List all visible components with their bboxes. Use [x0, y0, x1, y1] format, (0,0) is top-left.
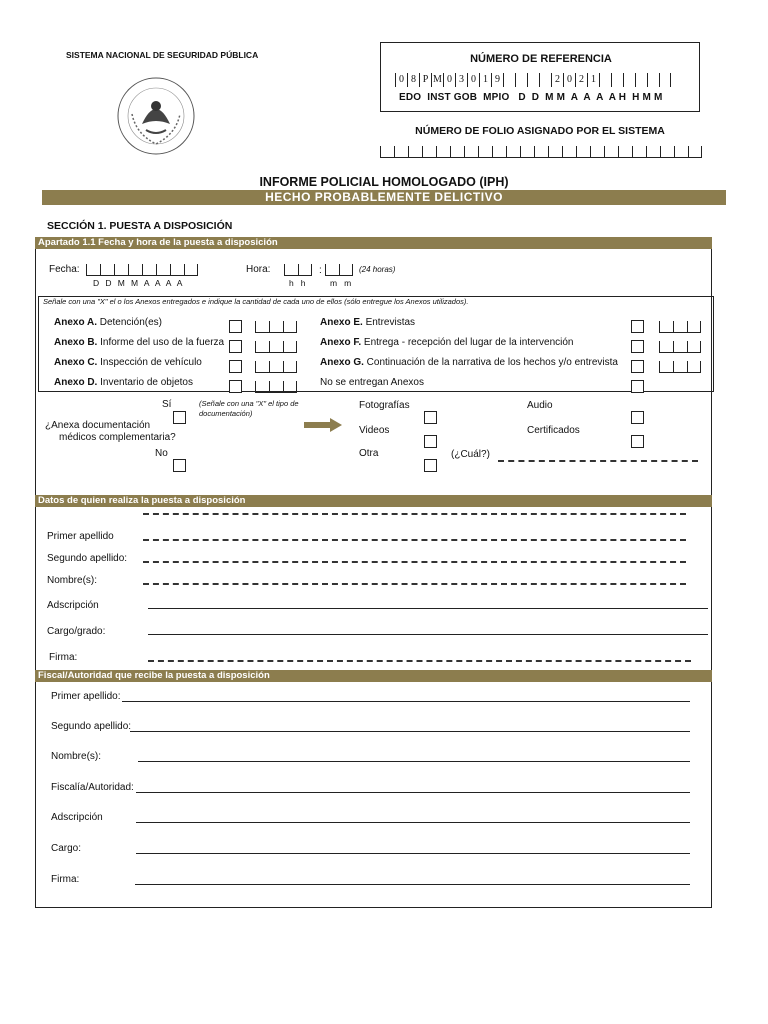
reference-digit[interactable]: [659, 73, 671, 87]
hora-label: Hora:: [246, 264, 271, 275]
annex-key: Anexo G.: [320, 357, 364, 368]
folio-cell[interactable]: [604, 146, 618, 158]
annex-checkbox[interactable]: [229, 380, 242, 393]
folio-cell[interactable]: [464, 146, 478, 158]
docs-cual-field[interactable]: [498, 460, 698, 462]
entrega-field-label: Segundo apellido:: [47, 553, 128, 564]
annex-instruction: Señale con una "X" el o los Anexos entregados e indique la cantidad de cada uno de ellos (sólo entregue los Anexos utilizados).: [43, 297, 469, 306]
entrega-field-line[interactable]: [143, 561, 686, 563]
annex-right-item: [320, 377, 424, 388]
minuto-cell[interactable]: [339, 264, 353, 276]
recibe-field-label: Adscripción: [51, 812, 103, 823]
quantity-cell[interactable]: [283, 361, 297, 373]
quantity-cell[interactable]: [269, 341, 283, 353]
annex-left-item: [54, 377, 193, 388]
quantity-cell[interactable]: [255, 321, 269, 333]
quantity-cell[interactable]: [283, 341, 297, 353]
national-seal-icon: [112, 74, 200, 158]
annex-checkbox[interactable]: [229, 360, 242, 373]
annex-quantity-field[interactable]: [659, 339, 701, 353]
annex-quantity-field[interactable]: [659, 319, 701, 333]
quantity-cell[interactable]: [687, 321, 701, 333]
minutos-field[interactable]: [325, 264, 353, 276]
folio-cell[interactable]: [590, 146, 604, 158]
reference-digit[interactable]: 9: [491, 73, 503, 87]
folio-cell[interactable]: [492, 146, 506, 158]
reference-digit[interactable]: [503, 73, 515, 87]
annex-left-item: [54, 357, 202, 368]
annex-checkbox[interactable]: [229, 340, 242, 353]
minuto-cell[interactable]: [325, 264, 339, 276]
entrega-field-label: Cargo/grado:: [47, 626, 106, 637]
recibe-field-line[interactable]: [138, 761, 690, 762]
reference-digit[interactable]: [611, 73, 623, 87]
docs-videos-label: Videos: [359, 425, 390, 436]
annex-text: Detención(es): [96, 317, 162, 328]
docs-videos-checkbox[interactable]: [424, 435, 437, 448]
quantity-cell[interactable]: [687, 341, 701, 353]
docs-otra-checkbox[interactable]: [424, 459, 437, 472]
annex-checkbox[interactable]: [631, 380, 644, 393]
annex-text: Inspección de vehículo: [97, 357, 202, 368]
annex-quantity-field[interactable]: [255, 379, 297, 393]
annex-left-item: [54, 317, 162, 328]
recibe-field-label: Fiscalía/Autoridad:: [51, 782, 134, 793]
folio-cell[interactable]: [618, 146, 632, 158]
annex-quantity-field[interactable]: [255, 359, 297, 373]
entrega-field-label: Adscripción: [47, 600, 99, 611]
folio-cell[interactable]: [380, 146, 394, 158]
annex-text: Entrega - recepción del lugar de la intervención: [361, 337, 574, 348]
entrega-field-label: Firma:: [49, 652, 78, 663]
reference-digit[interactable]: 2: [551, 73, 563, 87]
quantity-cell[interactable]: [269, 321, 283, 333]
fecha-label: Fecha:: [49, 264, 80, 275]
hora-cell[interactable]: [284, 264, 298, 276]
docs-question-1: ¿Anexa documentación: [45, 420, 151, 431]
quantity-cell[interactable]: [269, 381, 283, 393]
reference-digit[interactable]: [647, 73, 659, 87]
entrega-field-label: Primer apellido: [47, 531, 114, 542]
folio-cell[interactable]: [478, 146, 492, 158]
reference-digit[interactable]: 0: [395, 73, 407, 87]
folio-cell[interactable]: [534, 146, 548, 158]
quantity-cell[interactable]: [673, 321, 687, 333]
entrega-field-line[interactable]: [143, 583, 686, 585]
quantity-cell[interactable]: [255, 361, 269, 373]
reference-digit[interactable]: P: [419, 73, 431, 87]
reference-digit[interactable]: [635, 73, 647, 87]
folio-cell[interactable]: [506, 146, 520, 158]
folio-cell[interactable]: [674, 146, 688, 158]
annex-text: Continuación de la narrativa de los hechos y/o entrevista: [363, 357, 618, 368]
docs-fotografias-label: Fotografías: [359, 400, 410, 411]
folio-cell[interactable]: [422, 146, 436, 158]
reference-digit[interactable]: [623, 73, 635, 87]
folio-cell[interactable]: [646, 146, 660, 158]
reference-digit[interactable]: 1: [587, 73, 599, 87]
hora-format: h h: [289, 278, 306, 288]
recibe-field-line[interactable]: [136, 792, 690, 793]
quantity-cell[interactable]: [673, 361, 687, 373]
folio-cell[interactable]: [548, 146, 562, 158]
folio-cell[interactable]: [576, 146, 590, 158]
quantity-cell[interactable]: [673, 341, 687, 353]
quantity-cell[interactable]: [255, 381, 269, 393]
annex-quantity-field[interactable]: [255, 339, 297, 353]
reference-digit[interactable]: 2: [575, 73, 587, 87]
recibe-field-label: Primer apellido:: [51, 691, 121, 702]
docs-no-checkbox[interactable]: [173, 459, 186, 472]
folio-title: NÚMERO DE FOLIO ASIGNADO POR EL SISTEMA: [415, 125, 665, 137]
reference-digit[interactable]: 0: [563, 73, 575, 87]
annex-text: Informe del uso de la fuerza: [97, 337, 225, 348]
reference-digit[interactable]: [599, 73, 611, 87]
docs-otra-label: Otra: [359, 448, 379, 459]
docs-audio-label: Audio: [527, 400, 553, 411]
annex-right-item: [320, 317, 415, 328]
reference-digit[interactable]: 1: [479, 73, 491, 87]
folio-cell[interactable]: [450, 146, 464, 158]
annex-right-item: [320, 357, 618, 368]
docs-cual-label: (¿Cuál?): [451, 449, 490, 460]
recibe-bar: Fiscal/Autoridad que recibe la puesta a disposición: [35, 670, 712, 682]
reference-digit[interactable]: [515, 73, 527, 87]
reference-digit[interactable]: [539, 73, 551, 87]
fecha-cell[interactable]: [142, 264, 156, 276]
min-format: m m: [330, 278, 352, 288]
annex-checkbox[interactable]: [631, 360, 644, 373]
docs-no-label: No: [155, 448, 168, 459]
form-subtitle-bar: HECHO PROBABLEMENTE DELICTIVO: [42, 190, 726, 205]
entrega-field-line[interactable]: [148, 608, 708, 609]
folio-cell[interactable]: [394, 146, 408, 158]
quantity-cell[interactable]: [687, 361, 701, 373]
recibe-field-label: Nombre(s):: [51, 751, 102, 762]
section-title: SECCIÓN 1. PUESTA A DISPOSICIÓN: [47, 220, 233, 232]
recibe-field-label: Firma:: [51, 874, 80, 885]
docs-yes-label: Sí: [162, 399, 172, 410]
annex-text: Inventario de objetos: [97, 377, 193, 388]
arrow-right-icon: [304, 418, 342, 432]
fecha-format: D D M M A A A A: [93, 278, 183, 288]
reference-digits[interactable]: [395, 73, 671, 87]
docs-audio-checkbox[interactable]: [631, 411, 644, 424]
entrega-top-dash: [143, 513, 686, 515]
docs-certificados-checkbox[interactable]: [631, 435, 644, 448]
form-title: INFORME POLICIAL HOMOLOGADO (IPH): [259, 175, 509, 189]
recibe-field-line[interactable]: [135, 884, 690, 885]
quantity-cell[interactable]: [283, 381, 297, 393]
annex-key: Anexo D.: [54, 377, 98, 388]
folio-number-field[interactable]: [380, 142, 702, 158]
reference-digit[interactable]: 0: [467, 73, 479, 87]
entrega-field-label: Nombre(s):: [47, 575, 98, 586]
docs-yes-note: (Señale con una "X" el tipo de documentación): [199, 399, 299, 418]
fecha-cell[interactable]: [86, 264, 100, 276]
reference-digit[interactable]: 3: [455, 73, 467, 87]
quantity-cell[interactable]: [659, 321, 673, 333]
reference-digit[interactable]: M: [431, 73, 443, 87]
apartado-bar: Apartado 1.1 Fecha y hora de la puesta a disposición: [35, 237, 712, 249]
folio-cell[interactable]: [688, 146, 702, 158]
recibe-field-label: Cargo:: [51, 843, 82, 854]
hora-cell[interactable]: [298, 264, 312, 276]
quantity-cell[interactable]: [659, 341, 673, 353]
reference-title: NÚMERO DE REFERENCIA: [470, 53, 612, 65]
docs-certificados-label: Certificados: [527, 425, 580, 436]
folio-cell[interactable]: [520, 146, 534, 158]
fecha-cell[interactable]: [128, 264, 142, 276]
org-name: SISTEMA NACIONAL DE SEGURIDAD PÚBLICA: [66, 50, 259, 60]
annex-left-item: [54, 337, 224, 348]
reference-digit[interactable]: [527, 73, 539, 87]
annex-checkbox[interactable]: [631, 340, 644, 353]
fecha-cell[interactable]: [184, 264, 198, 276]
annex-key: Anexo B.: [54, 337, 98, 348]
folio-cell[interactable]: [632, 146, 646, 158]
folio-cell[interactable]: [436, 146, 450, 158]
hora-colon: :: [319, 265, 322, 276]
reference-digit[interactable]: 8: [407, 73, 419, 87]
fecha-cell[interactable]: [100, 264, 114, 276]
entrega-field-line[interactable]: [148, 634, 708, 635]
fecha-cell[interactable]: [156, 264, 170, 276]
folio-cell[interactable]: [408, 146, 422, 158]
entrega-bar: Datos de quien realiza la puesta a disposición: [35, 495, 712, 507]
annex-text: No se entregan Anexos: [320, 377, 424, 388]
entrega-field-line[interactable]: [148, 660, 691, 662]
annex-right-item: [320, 337, 573, 348]
annex-key: Anexo F.: [320, 337, 362, 348]
quantity-cell[interactable]: [659, 361, 673, 373]
reference-number-box: [380, 42, 700, 112]
quantity-cell[interactable]: [283, 321, 297, 333]
hora-field[interactable]: [284, 264, 312, 276]
fecha-cell[interactable]: [170, 264, 184, 276]
annex-key: Anexo A.: [54, 317, 97, 328]
reference-codes: EDO INST GOB MPIO D D M M A A A A H H M M: [399, 92, 663, 103]
recibe-field-line[interactable]: [136, 853, 690, 854]
annex-checkbox[interactable]: [229, 320, 242, 333]
quantity-cell[interactable]: [255, 341, 269, 353]
entrega-field-line[interactable]: [143, 539, 686, 541]
fecha-field[interactable]: [86, 264, 198, 276]
recibe-field-line[interactable]: [122, 701, 690, 702]
recibe-field-label: Segundo apellido:: [51, 721, 132, 732]
recibe-field-line[interactable]: [136, 822, 690, 823]
quantity-cell[interactable]: [269, 361, 283, 373]
docs-question-2: médicos complementaria?: [59, 432, 176, 443]
docs-fotografias-checkbox[interactable]: [424, 411, 437, 424]
annex-text: Entrevistas: [362, 317, 416, 328]
annex-quantity-field[interactable]: [659, 359, 701, 373]
fecha-cell[interactable]: [114, 264, 128, 276]
annex-key: Anexo C.: [54, 357, 98, 368]
annex-checkbox[interactable]: [631, 320, 644, 333]
hours-note: (24 horas): [359, 265, 396, 274]
folio-cell[interactable]: [660, 146, 674, 158]
docs-yes-checkbox[interactable]: [173, 411, 186, 424]
folio-cell[interactable]: [562, 146, 576, 158]
annex-key: Anexo E.: [320, 317, 363, 328]
reference-digit[interactable]: 0: [443, 73, 455, 87]
recibe-field-line[interactable]: [130, 731, 690, 732]
annex-quantity-field[interactable]: [255, 319, 297, 333]
